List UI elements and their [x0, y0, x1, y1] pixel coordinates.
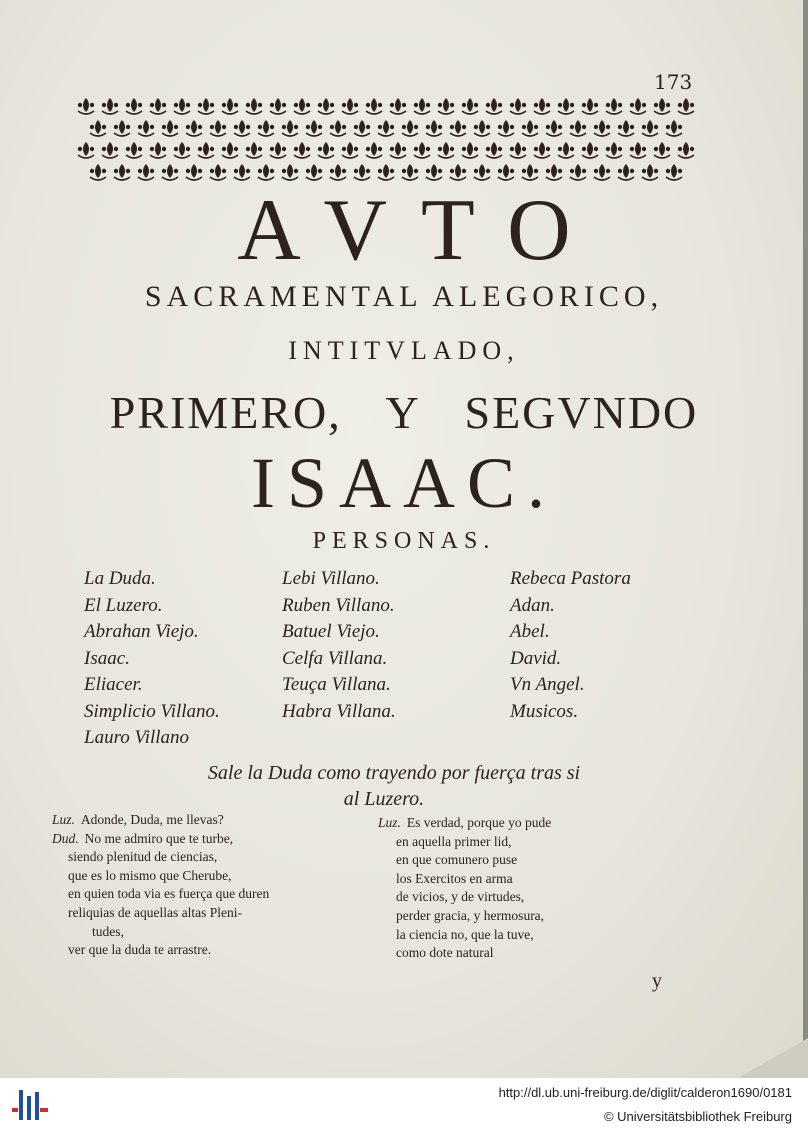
persona: Batuel Viejo.: [282, 621, 380, 642]
verse-line: [378, 870, 551, 889]
verse-text: perder gracia, y hermosura,: [396, 907, 545, 923]
verse-line: [378, 926, 551, 945]
stage-direction-line-1: Sale la Duda como trayendo por fuerça tras si: [207, 762, 581, 784]
verse-text: en aquella primer lid,: [396, 833, 512, 849]
verse-text: ver que la duda te arrastre.: [68, 942, 212, 958]
subtitle-line-1: SACRAMENTAL ALEGORICO,: [144, 280, 664, 313]
footer-bar: [0, 1078, 808, 1133]
page-corner: [738, 1038, 808, 1078]
verse-text: siendo plenitud de ciencias,: [68, 849, 218, 865]
verse-text: la ciencia no, que la tuve,: [396, 926, 534, 942]
verse-line: [378, 944, 551, 963]
verse-text: en que comunero puse: [396, 852, 518, 868]
speaker: Dud.: [52, 830, 79, 846]
persona: Habra Villana.: [282, 700, 396, 722]
verse-text: como dote natural: [396, 945, 494, 961]
verse-text: en quien toda via es fuerça que duren: [68, 886, 270, 902]
subtitle-line-4: ISAAC.: [250, 443, 558, 523]
stage-direction-line-2: al Luzero.: [343, 788, 425, 810]
persona: Ruben Villano.: [282, 594, 395, 616]
persona: Simplicio Villano.: [84, 700, 220, 722]
persona: Eliacer.: [84, 674, 143, 695]
verse-text: tudes,: [92, 923, 124, 939]
verse-text: Es verdad, porque yo pude: [406, 815, 552, 830]
verse-line: [52, 830, 269, 849]
verse-line: [52, 811, 269, 830]
verse-line: [52, 867, 269, 886]
verse-text: los Exercitos en arma: [396, 870, 513, 886]
persona: Vn Angel.: [510, 674, 585, 695]
verse-line: [378, 833, 551, 852]
subtitle-line-3: PRIMERO, Y SEGVNDO: [109, 387, 699, 438]
ornament-row-1: [78, 98, 694, 114]
persona: Isaac.: [84, 647, 130, 669]
verse-line: [52, 904, 269, 923]
persona: Lebi Villano.: [282, 568, 380, 589]
verse-text: No me admiro que te turbe,: [84, 830, 234, 846]
personas-heading: PERSONAS.: [312, 528, 496, 554]
source-url-link[interactable]: http://dl.ub.uni-freiburg.de/diglit/calderon1690/0181: [498, 1085, 792, 1100]
speaker: Luz.: [52, 812, 75, 827]
personas-column-2: [282, 566, 396, 725]
persona: Lauro Villano: [84, 727, 190, 748]
verse-line: [378, 851, 551, 870]
persona: Abel.: [510, 621, 550, 642]
verse-column-left: [52, 811, 269, 960]
verse-line: [52, 848, 269, 867]
verse-line: [52, 885, 269, 904]
ornament-row-2: [90, 120, 682, 136]
verse-line: [52, 941, 269, 960]
persona: Rebeca Pastora: [510, 568, 631, 589]
verse-line: [378, 907, 551, 926]
verse-line: [52, 923, 269, 942]
verse-text: de vicios, y de virtudes,: [396, 889, 525, 905]
ornamental-border: [74, 93, 704, 185]
persona: Celfa Villana.: [282, 647, 388, 669]
verse-column-right: [378, 814, 551, 963]
persona: Musicos.: [510, 700, 579, 722]
verse-text: reliquias de aquellas altas Pleni-: [68, 904, 242, 920]
subtitle-line-2: INTITVLADO,: [288, 336, 520, 365]
verse-line: [378, 814, 551, 833]
persona: Teuça Villana.: [282, 674, 391, 695]
title: AVTO: [237, 182, 605, 279]
speaker: Luz.: [378, 815, 401, 830]
persona: Adan.: [510, 594, 555, 616]
personas-column-3: [510, 566, 631, 725]
copyright-text: © Universitätsbibliothek Freiburg: [603, 1109, 792, 1124]
personas-column-1: [84, 566, 220, 752]
persona: La Duda.: [84, 568, 156, 589]
persona: Abrahan Viejo.: [84, 621, 199, 642]
persona: David.: [510, 647, 562, 669]
library-logo-icon: [10, 1086, 50, 1126]
verse-text: que es lo mismo que Cherube,: [68, 867, 232, 883]
persona: El Luzero.: [84, 594, 163, 616]
ornament-row-3: [78, 142, 694, 158]
ornament-row-4: [90, 164, 682, 180]
catchword: y: [652, 970, 662, 992]
page-number: 173: [654, 70, 693, 94]
verse-line: [378, 888, 551, 907]
verse-text: Adonde, Duda, me llevas?: [80, 812, 224, 827]
